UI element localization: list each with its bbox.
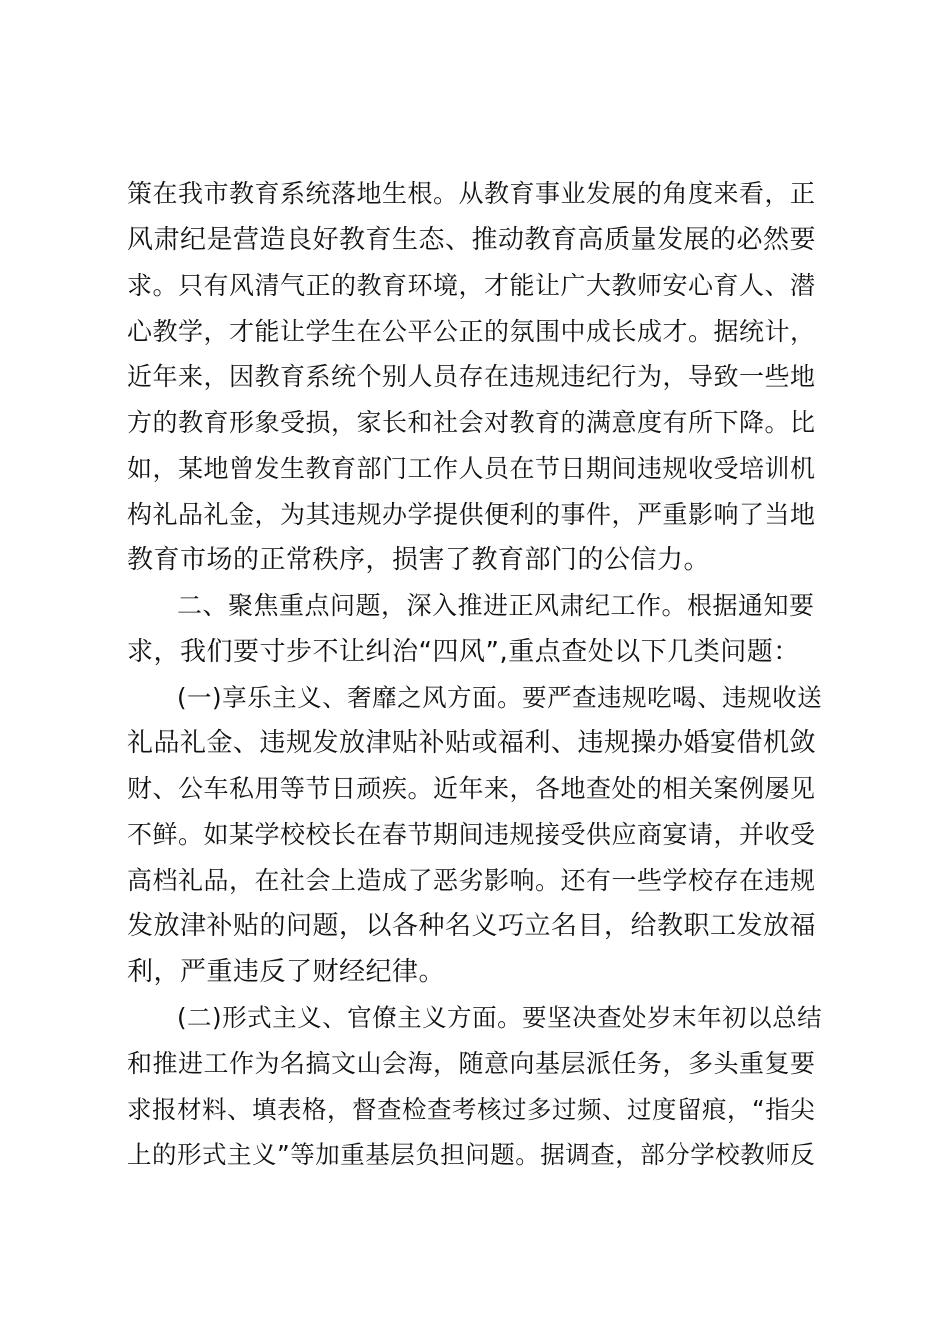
subsection-line: (二)形式主义、官僚主义方面。要坚决查处岁末年初以总结 — [177, 1003, 823, 1032]
paragraph-line: 策在我市教育系统落地生根。从教育事业发展的角度来看，正 — [127, 179, 816, 208]
paragraph-line: 和推进工作为名搞文山会海，随意向基层派任务，多头重复要 — [127, 1049, 816, 1078]
paragraph-line: 上的形式主义”等加重基层负担问题。据调查，部分学校教师反 — [127, 1140, 816, 1169]
section-heading-line: 二、聚焦重点问题，深入推进正风肃纪工作。根据通知要 — [177, 591, 815, 620]
paragraph-line: 近年来，因教育系统个别人员存在违规违纪行为，导致一些地 — [127, 362, 816, 391]
paragraph-line: 不鲜。如某学校校长在春节期间违规接受供应商宴请，并收受 — [127, 820, 816, 849]
paragraph-line: 方的教育形象受损，家长和社会对教育的满意度有所下降。比 — [127, 408, 816, 437]
paragraph-line: 财、公车私用等节日顽疾。近年来，各地查处的相关案例屡见 — [127, 774, 816, 803]
paragraph-line: 求。只有风清气正的教育环境，才能让广大教师安心育人、潜 — [127, 271, 816, 300]
paragraph-line: 心教学，才能让学生在公平公正的氛围中成长成才。据统计， — [127, 317, 816, 346]
paragraph-line: 求报材料、填表格，督查检查考核过多过频、过度留痕，“指尖 — [127, 1095, 816, 1124]
paragraph-line: 礼品礼金、违规发放津贴补贴或福利、违规操办婚宴借机敛 — [127, 728, 817, 758]
paragraph-line: 利，严重违反了财经纪律。 — [127, 957, 446, 987]
paragraph-line: 构礼品礼金，为其违规办学提供便利的事件，严重影响了当地 — [127, 500, 816, 529]
paragraph-line: 教育市场的正常秩序，损害了教育部门的公信力。 — [127, 545, 711, 575]
subsection-line: (一)享乐主义、奢靡之风方面。要严查违规吃喝、违规收送 — [177, 683, 823, 712]
paragraph-line: 发放津补贴的问题，以各种名义巧立名目，给教职工发放福 — [127, 911, 817, 941]
paragraph-line: 风肃纪是营造良好教育生态、推动教育高质量发展的必然要 — [127, 225, 817, 255]
paragraph-line: 如，某地曾发生教育部门工作人员在节日期间违规收受培训机 — [127, 454, 816, 483]
paragraph-line: 求，我们要寸步不让纠治“四风”,重点查处以下几类问题： — [127, 637, 800, 667]
paragraph-line: 高档礼品，在社会上造成了恶劣影响。还有一些学校存在违规 — [127, 866, 816, 895]
